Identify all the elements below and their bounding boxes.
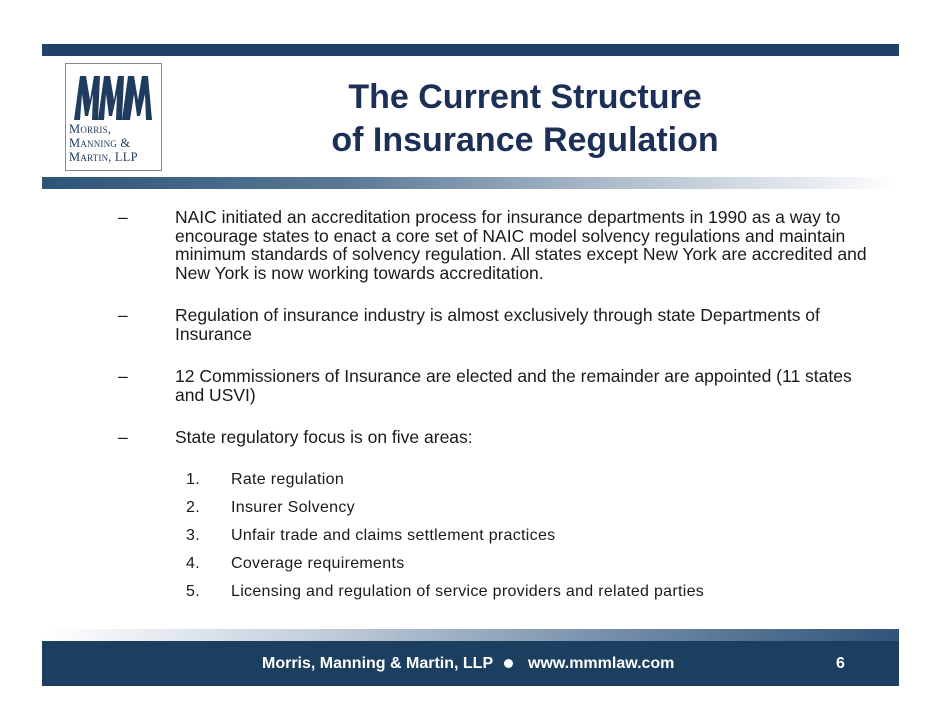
bullet-item bbox=[118, 208, 878, 282]
bullet-text: Regulation of insurance industry is almost exclusively through state Departments of Insurance bbox=[175, 305, 820, 344]
numbered-item bbox=[175, 583, 878, 611]
item-text: Rate regulation bbox=[231, 470, 345, 488]
bullet-text: 12 Commissioners of Insurance are elected and the remainder are appointed (11 states and USVI) bbox=[175, 366, 852, 405]
bullet-dash: – bbox=[118, 207, 128, 227]
title-line-2: of Insurance Regulation bbox=[331, 121, 719, 159]
bullet-item bbox=[118, 428, 878, 447]
bullet-dash: – bbox=[118, 427, 128, 447]
numbered-item bbox=[175, 555, 878, 583]
item-number: 1. bbox=[186, 470, 200, 488]
numbered-item bbox=[175, 499, 878, 527]
title-divider bbox=[42, 177, 899, 189]
logo-line: Manning & bbox=[69, 136, 131, 150]
logo-line: Morris, bbox=[69, 122, 112, 136]
firm-logo bbox=[65, 63, 162, 171]
bullet-list bbox=[118, 208, 878, 611]
logo-line: Martin, LLP bbox=[69, 150, 138, 164]
item-number: 4. bbox=[186, 554, 200, 572]
mmm-monogram-icon bbox=[72, 70, 154, 122]
bullet-dash: – bbox=[118, 305, 128, 325]
bullet-text: NAIC initiated an accreditation process for insurance departments in 1990 as a way to encourage states to enact a core set of NAIC model solvency regulations and maintain minimum standards of solvency regulation. All states except New York are accredited and New York is now working towards accreditation. bbox=[175, 207, 867, 283]
top-banner-bar bbox=[42, 44, 899, 56]
item-text: Licensing and regulation of service providers and related parties bbox=[231, 582, 705, 600]
numbered-item bbox=[175, 527, 878, 555]
slide-title bbox=[260, 76, 790, 162]
page-number: 6 bbox=[836, 655, 845, 672]
numbered-item bbox=[175, 471, 878, 499]
item-text: Unfair trade and claims settlement practices bbox=[231, 526, 556, 544]
title-line-1: The Current Structure bbox=[348, 78, 702, 116]
item-number: 5. bbox=[186, 582, 200, 600]
bullet-text: State regulatory focus is on five areas: bbox=[175, 427, 473, 447]
item-number: 3. bbox=[186, 526, 200, 544]
footer-firm-name: Morris, Manning & Martin, LLP bbox=[262, 655, 494, 672]
logo-firm-name bbox=[69, 122, 138, 164]
focus-areas-list bbox=[175, 471, 878, 611]
bullet-item bbox=[118, 306, 878, 343]
footer-gradient-strip bbox=[42, 629, 899, 641]
bullet-dot-icon bbox=[504, 659, 513, 668]
item-text: Coverage requirements bbox=[231, 554, 405, 572]
bullet-dash: – bbox=[118, 366, 128, 386]
footer-website-link[interactable]: www.mmmlaw.com bbox=[528, 655, 675, 672]
item-text: Insurer Solvency bbox=[231, 498, 355, 516]
bullet-item bbox=[118, 367, 878, 404]
item-number: 2. bbox=[186, 498, 200, 516]
